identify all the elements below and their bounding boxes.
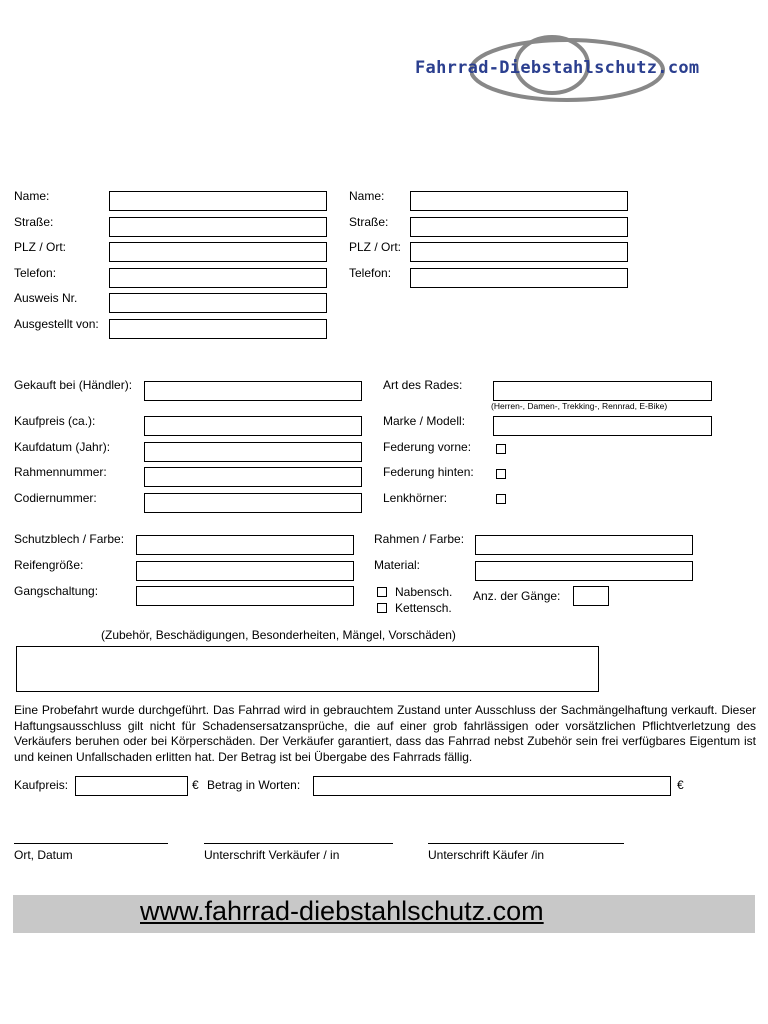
purchase-price-ca-field[interactable] — [144, 416, 362, 436]
hub-gear-label: Nabensch. — [395, 585, 453, 599]
buyer-phone-label: Telefon: — [349, 266, 392, 280]
amount-in-words-label: Betrag in Worten: — [207, 778, 301, 792]
brand-model-field[interactable] — [493, 416, 712, 436]
code-number-label: Codiernummer: — [14, 491, 97, 505]
bike-type-hint: (Herren-, Damen-, Trekking-, Rennrad, E-Bike) — [491, 401, 668, 411]
rear-suspension-checkbox[interactable] — [496, 469, 506, 479]
front-suspension-checkbox[interactable] — [496, 444, 506, 454]
code-number-field[interactable] — [144, 493, 362, 513]
purchase-price-label: Kaufpreis: — [14, 778, 69, 792]
seller-issued-field[interactable] — [109, 319, 327, 339]
purchase-date-field[interactable] — [144, 442, 362, 462]
seller-street-label: Straße: — [14, 215, 54, 229]
place-date-line[interactable] — [14, 843, 168, 844]
seller-street-field[interactable] — [109, 217, 327, 237]
bike-type-field[interactable] — [493, 381, 712, 401]
amount-in-words-field[interactable] — [313, 776, 671, 796]
purchase-price-field[interactable] — [75, 776, 188, 796]
seller-signature-label: Unterschrift Verkäufer / in — [204, 848, 340, 862]
seller-signature-line[interactable] — [204, 843, 393, 844]
seller-zip-label: PLZ / Ort: — [14, 240, 67, 254]
seller-id-label: Ausweis Nr. — [14, 291, 78, 305]
brand-model-label: Marke / Modell: — [383, 414, 466, 428]
tire-size-field[interactable] — [136, 561, 354, 581]
hub-gear-checkbox[interactable] — [377, 587, 387, 597]
bought-at-field[interactable] — [144, 381, 362, 401]
gear-shift-label: Gangschaltung: — [14, 584, 99, 598]
fender-color-field[interactable] — [136, 535, 354, 555]
material-field[interactable] — [475, 561, 693, 581]
material-label: Material: — [374, 558, 421, 572]
purchase-date-label: Kaufdatum (Jahr): — [14, 440, 111, 454]
frame-color-field[interactable] — [475, 535, 693, 555]
fender-color-label: Schutzblech / Farbe: — [14, 532, 125, 546]
purchase-price-ca-label: Kaufpreis (ca.): — [14, 414, 96, 428]
bike-type-label: Art des Rades: — [383, 378, 463, 392]
buyer-street-label: Straße: — [349, 215, 389, 229]
bar-ends-checkbox[interactable] — [496, 494, 506, 504]
frame-number-field[interactable] — [144, 467, 362, 487]
gear-count-label: Anz. der Gänge: — [473, 589, 561, 603]
bought-at-label: Gekauft bei (Händler): — [14, 378, 133, 392]
tire-size-label: Reifengröße: — [14, 558, 84, 572]
bar-ends-label: Lenkhörner: — [383, 491, 448, 505]
buyer-signature-label: Unterschrift Käufer /in — [428, 848, 545, 862]
frame-color-label: Rahmen / Farbe: — [374, 532, 465, 546]
buyer-name-label: Name: — [349, 189, 385, 203]
disclaimer-paragraph: Eine Probefahrt wurde durchgeführt. Das Fahrrad wird in gebrauchtem Zustand unter Ausschluss der Sachmängelhaftung verkauft. Dieser Haftungsausschluss gilt nicht für Schadensersatzansprüche, die auf einer grob fahrlässigen oder vorsätzlichen Pflichtverletzung des Verkäufers beruhen oder bei Körperschäden. Der Verkäufer garantiert, dass das Fahrrad nebst Zubehör sein frei verfügbares Eigentum ist und keinen Unfallschaden erlitten hat. Der Betrag ist bei Übergabe des Fahrrads fällig. — [14, 703, 756, 764]
buyer-zip-label: PLZ / Ort: — [349, 240, 402, 254]
currency-symbol: € — [192, 778, 199, 792]
place-date-label: Ort, Datum — [14, 848, 73, 862]
front-suspension-label: Federung vorne: — [383, 440, 472, 454]
derailleur-label: Kettensch. — [395, 601, 452, 615]
seller-issued-label: Ausgestellt von: — [14, 317, 99, 331]
seller-phone-field[interactable] — [109, 268, 327, 288]
buyer-name-field[interactable] — [410, 191, 628, 211]
seller-zip-field[interactable] — [109, 242, 327, 262]
currency-symbol-2: € — [677, 778, 684, 792]
gear-count-field[interactable] — [573, 586, 609, 606]
notes-field[interactable] — [16, 646, 599, 692]
frame-number-label: Rahmennummer: — [14, 465, 107, 479]
buyer-zip-field[interactable] — [410, 242, 628, 262]
footer-band — [13, 895, 755, 933]
rear-suspension-label: Federung hinten: — [383, 465, 474, 479]
gear-shift-field[interactable] — [136, 586, 354, 606]
notes-hint: (Zubehör, Beschädigungen, Besonderheiten, Mängel, Vorschäden) — [101, 628, 456, 642]
seller-name-field[interactable] — [109, 191, 327, 211]
seller-id-field[interactable] — [109, 293, 327, 313]
footer-url-link[interactable]: www.fahrrad-diebstahlschutz.com — [140, 896, 544, 926]
derailleur-checkbox[interactable] — [377, 603, 387, 613]
seller-phone-label: Telefon: — [14, 266, 57, 280]
seller-name-label: Name: — [14, 189, 50, 203]
buyer-signature-line[interactable] — [428, 843, 624, 844]
buyer-street-field[interactable] — [410, 217, 628, 237]
logo-text: Fahrrad-Diebstahlschutz.com — [415, 58, 700, 78]
buyer-phone-field[interactable] — [410, 268, 628, 288]
